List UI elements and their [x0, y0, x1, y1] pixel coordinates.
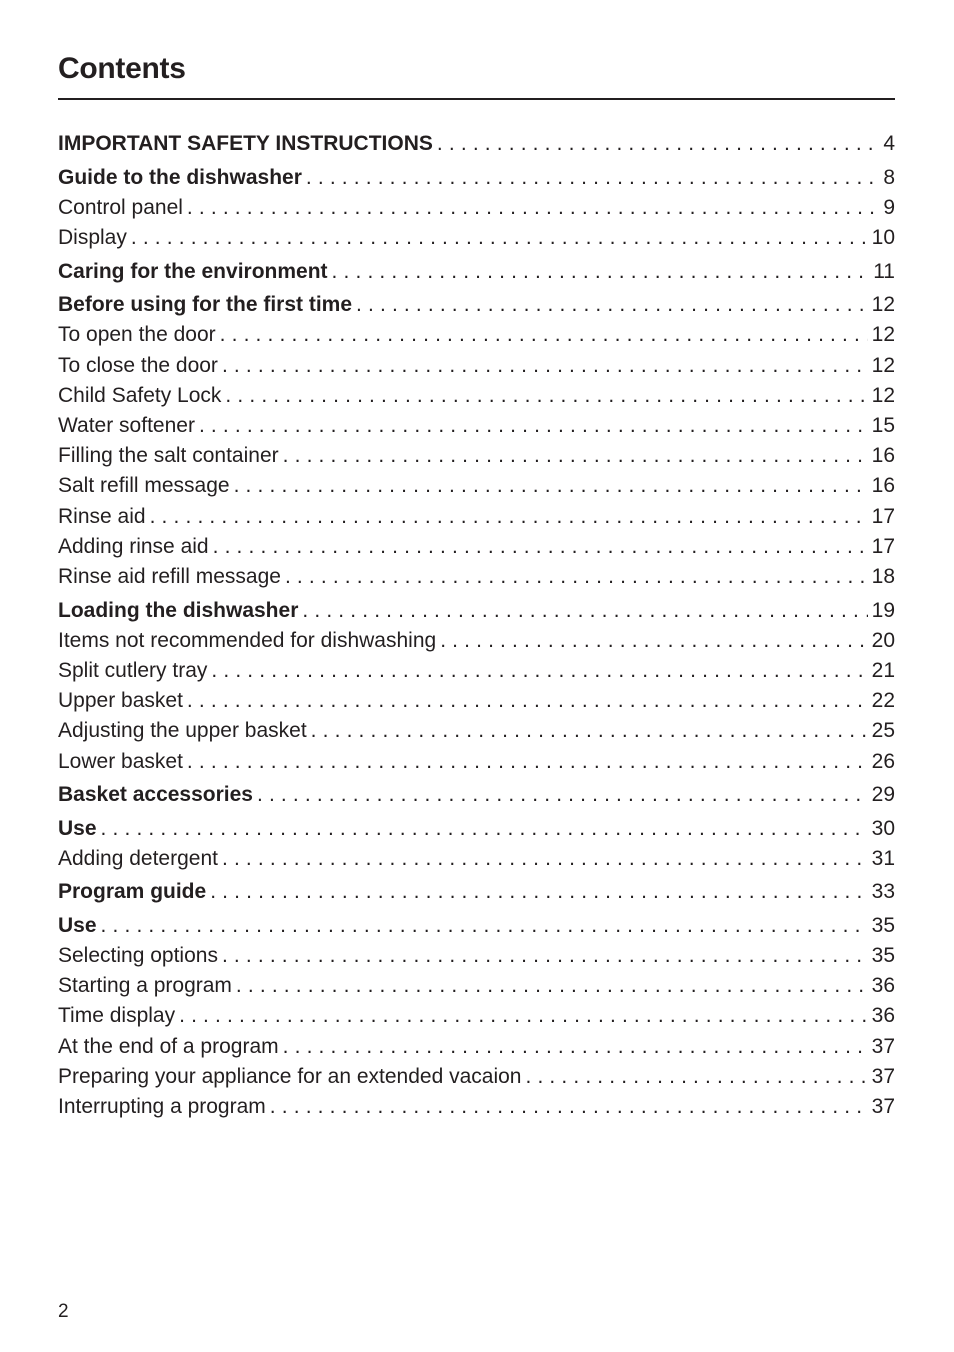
toc-entry[interactable] [58, 193, 895, 223]
toc-entry[interactable] [58, 351, 895, 381]
toc-entry-page: 29 [871, 783, 895, 807]
dot-leader [209, 532, 868, 562]
dot-leader [218, 941, 868, 971]
toc-entry[interactable] [58, 502, 895, 532]
toc-entry-page: 16 [871, 474, 895, 498]
toc-entry[interactable] [58, 1032, 895, 1062]
toc-entry-label: Preparing your appliance for an extended vacaion [58, 1064, 522, 1088]
toc-entry-label: Child Safety Lock [58, 383, 222, 407]
toc-entry[interactable] [58, 844, 895, 874]
dot-leader [436, 626, 867, 656]
toc-entry-label: To close the door [58, 353, 218, 377]
toc-entry-page: 17 [871, 504, 895, 528]
toc-entry-page: 17 [871, 534, 895, 558]
toc-entry[interactable] [58, 780, 895, 810]
toc-entry-label: Caring for the environment [58, 259, 328, 283]
dot-leader [232, 971, 868, 1001]
dot-leader [183, 686, 868, 716]
toc-entry-page: 33 [871, 880, 895, 904]
toc-entry-page: 8 [883, 165, 895, 189]
dot-leader [218, 351, 868, 381]
toc-entry[interactable] [58, 686, 895, 716]
toc-entry-page: 35 [871, 913, 895, 937]
toc-entry-page: 10 [871, 226, 895, 250]
toc-entry-label: Interrupting a program [58, 1094, 266, 1118]
toc-entry[interactable] [58, 716, 895, 746]
toc-entry-label: Starting a program [58, 974, 232, 998]
toc-entry-page: 25 [871, 719, 895, 743]
toc-entry[interactable] [58, 1062, 895, 1092]
toc-entry-page: 9 [883, 196, 895, 219]
dot-leader [298, 596, 867, 626]
dot-leader [97, 814, 868, 844]
toc-entry-label: Lower basket [58, 749, 183, 773]
toc-entry[interactable] [58, 411, 895, 441]
toc-entry[interactable] [58, 129, 895, 159]
dot-leader [97, 911, 868, 941]
dot-leader [281, 562, 868, 592]
toc-entry[interactable] [58, 877, 895, 907]
toc-entry-label: Water softener [58, 414, 195, 438]
toc-entry[interactable] [58, 596, 895, 626]
toc-entry-label: Items not recommended for dishwashing [58, 628, 437, 652]
dot-leader [253, 780, 868, 810]
toc-entry[interactable] [58, 911, 895, 941]
toc-entry-page: 30 [871, 816, 895, 840]
toc-entry[interactable] [58, 532, 895, 562]
toc-entry-label: Adding detergent [58, 846, 218, 870]
toc-entry[interactable] [58, 381, 895, 411]
toc-entry-page: 12 [871, 293, 895, 317]
toc-entry-label: Selecting options [58, 943, 218, 967]
toc-entry-page: 35 [871, 943, 895, 967]
dot-leader [302, 163, 879, 193]
toc-entry-label: At the end of a program [58, 1034, 279, 1058]
toc-entry-label: Use [58, 816, 97, 840]
toc-entry-label: Use [58, 913, 97, 937]
dot-leader [352, 290, 868, 320]
dot-leader [146, 502, 868, 532]
toc-entry[interactable] [58, 814, 895, 844]
dot-leader [183, 193, 879, 223]
toc-entry-label: Rinse aid refill message [58, 565, 281, 589]
dot-leader [221, 381, 867, 411]
dot-leader [206, 877, 867, 907]
toc-entry[interactable] [58, 941, 895, 971]
toc-entry-label: Adding rinse aid [58, 534, 209, 558]
toc-entry[interactable] [58, 656, 895, 686]
toc-entry-label: Rinse aid [58, 504, 146, 528]
toc-entry[interactable] [58, 223, 895, 253]
toc-entry-page: 15 [871, 414, 895, 438]
toc-entry-label: Before using for the first time [58, 293, 353, 317]
toc-entry-label: Program guide [58, 880, 207, 904]
toc-entry[interactable] [58, 971, 895, 1001]
toc-entry[interactable] [58, 626, 895, 656]
toc-entry-label: Time display [58, 1004, 176, 1028]
toc-entry-page: 12 [871, 353, 895, 377]
toc-entry-page: 26 [871, 749, 895, 773]
dot-leader [175, 1001, 868, 1031]
dot-leader [266, 1092, 868, 1122]
table-of-contents [58, 126, 895, 1122]
toc-entry-label: Control panel [58, 196, 183, 219]
toc-entry-page: 37 [871, 1064, 895, 1088]
toc-entry[interactable] [58, 562, 895, 592]
toc-entry[interactable] [58, 320, 895, 350]
toc-entry-label: Display [58, 226, 127, 250]
toc-entry-label: Salt refill message [58, 474, 230, 498]
dot-leader [127, 223, 868, 253]
dot-leader [218, 844, 868, 874]
dot-leader [207, 656, 867, 686]
toc-entry-page: 12 [871, 323, 895, 347]
toc-entry-page: 12 [871, 383, 895, 407]
toc-entry[interactable] [58, 290, 895, 320]
title-divider [58, 98, 895, 100]
dot-leader [433, 129, 879, 159]
toc-entry-label: Upper basket [58, 689, 183, 713]
toc-entry-label: Filling the salt container [58, 444, 279, 468]
toc-entry-page: 36 [871, 974, 895, 998]
toc-entry-page: 20 [871, 628, 895, 652]
toc-entry-label: To open the door [58, 323, 216, 347]
dot-leader [195, 411, 868, 441]
page-title: Contents [58, 52, 186, 85]
toc-entry-page: 37 [871, 1094, 895, 1118]
toc-entry-page: 31 [871, 846, 895, 870]
toc-entry[interactable] [58, 257, 895, 287]
toc-entry-page: 18 [871, 565, 895, 589]
dot-leader [521, 1062, 867, 1092]
toc-entry-page: 19 [871, 598, 895, 622]
dot-leader [230, 471, 868, 501]
dot-leader [279, 1032, 868, 1062]
page-number: 2 [58, 1301, 69, 1322]
toc-entry-page: 21 [871, 658, 895, 682]
dot-leader [279, 441, 868, 471]
toc-entry[interactable] [58, 163, 895, 193]
toc-entry-label: Guide to the dishwasher [58, 165, 302, 189]
toc-entry[interactable] [58, 441, 895, 471]
dot-leader [307, 716, 868, 746]
toc-entry-page: 37 [871, 1034, 895, 1058]
dot-leader [216, 320, 868, 350]
toc-entry-page: 36 [871, 1004, 895, 1028]
toc-entry[interactable] [58, 1092, 895, 1122]
toc-entry[interactable] [58, 471, 895, 501]
toc-entry-page: 11 [873, 259, 895, 283]
toc-entry-label: Loading the dishwasher [58, 598, 299, 622]
toc-entry-page: 4 [883, 132, 895, 156]
toc-entry-page: 16 [871, 444, 895, 468]
toc-entry[interactable] [58, 1001, 895, 1031]
toc-entry-label: Split cutlery tray [58, 658, 208, 682]
toc-entry-page: 22 [871, 689, 895, 713]
toc-entry-label: IMPORTANT SAFETY INSTRUCTIONS [58, 132, 433, 156]
toc-entry[interactable] [58, 747, 895, 777]
toc-entry-label: Adjusting the upper basket [58, 719, 307, 743]
dot-leader [183, 747, 868, 777]
dot-leader [328, 257, 870, 287]
toc-entry-label: Basket accessories [58, 783, 253, 807]
